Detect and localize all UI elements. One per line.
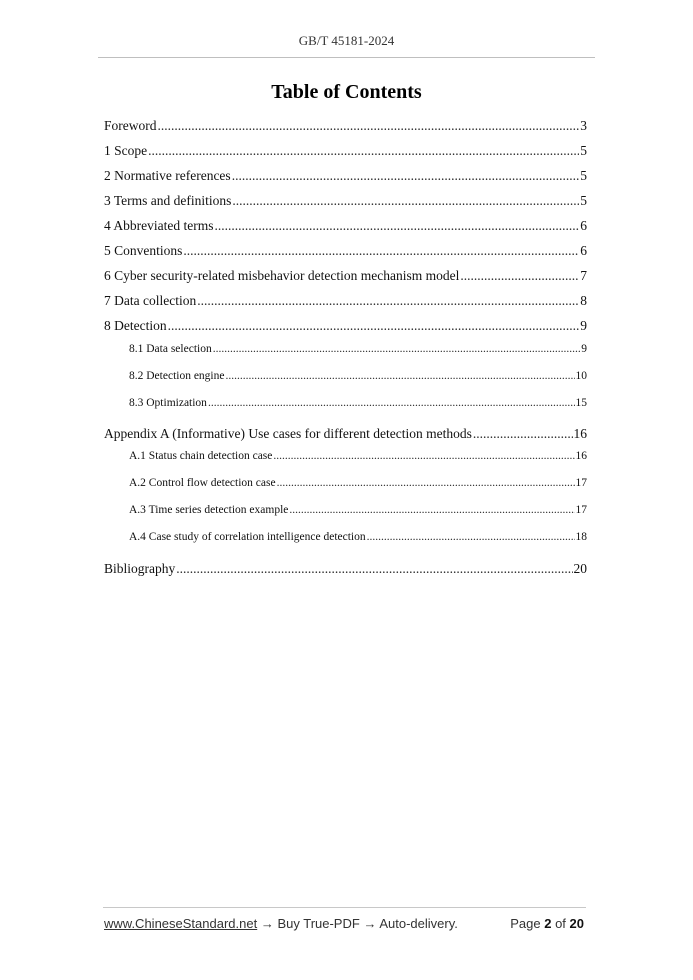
toc-entry-label: 8.1 Data selection [129,343,212,355]
toc-entry-label: 5 Conventions [104,243,183,258]
running-header: GB/T 45181-2024 [298,33,395,48]
dot-leader [460,268,579,284]
toc-entry-label: Bibliography [104,561,176,576]
dot-leader [273,450,574,462]
dot-leader [367,531,575,543]
toc-entry-normative-references[interactable] [104,168,587,184]
header-divider [98,57,595,58]
toc-entry-label: 1 Scope [104,143,148,158]
toc-entry-page: 10 [575,370,587,382]
arrow-right-icon: → [363,916,377,931]
footer-promo [104,916,458,931]
buy-pdf-link[interactable]: Buy True-PDF [277,916,360,931]
dot-leader [277,477,575,489]
toc-entry-page: 3 [580,118,587,133]
toc-entry-conventions[interactable] [104,243,587,259]
toc-entry-scope[interactable] [104,143,587,159]
toc-entry-label: 7 Data collection [104,293,197,308]
toc-entry-label: 6 Cyber security-related misbehavior detection mechanism model [104,268,460,283]
toc-entry-page: 18 [575,531,587,543]
toc-entry-status-chain[interactable] [129,450,587,462]
dot-leader [473,426,573,442]
site-link[interactable]: www.ChineseStandard.net [104,916,258,931]
toc-entry-data-selection[interactable] [129,343,587,355]
toc-entry-label: A.2 Control flow detection case [129,477,276,489]
toc-entry-detection[interactable] [104,318,587,334]
toc-entry-page: 15 [575,397,587,409]
dot-leader [183,243,579,259]
toc-entry-label: A.3 Time series detection example [129,504,289,516]
toc-entry-label: 4 Abbreviated terms [104,218,214,233]
dot-leader [214,218,579,234]
toc-entry-control-flow[interactable] [129,477,587,489]
dot-leader [225,370,574,382]
dot-leader [158,118,580,134]
auto-delivery-text: Auto-delivery. [379,916,458,931]
toc-entry-page: 17 [575,477,587,489]
toc-entry-appendix-a[interactable] [104,426,587,442]
toc-entry-page: 5 [580,143,587,158]
page-of-label: of [555,916,566,931]
toc-entry-label: A.4 Case study of correlation intelligence detection [129,531,366,543]
dot-leader [289,504,574,516]
toc-entry-label: Appendix A (Informative) Use cases for different detection methods [104,426,472,441]
toc-entry-page: 5 [580,168,587,183]
dot-leader [232,193,579,209]
toc-entry-page: 8 [580,293,587,308]
toc-entry-foreword[interactable] [104,118,587,134]
toc-entry-optimization[interactable] [129,397,587,409]
page-counter [510,916,584,931]
toc-entry-label: 2 Normative references [104,168,231,183]
toc-entry-label: 8.2 Detection engine [129,370,225,382]
toc-entry-bibliography[interactable] [104,561,587,577]
toc-entry-page: 16 [575,450,587,462]
toc-entry-page: 17 [575,504,587,516]
toc-entry-detection-engine[interactable] [129,370,587,382]
page-total: 20 [569,916,584,931]
toc-entry-page: 9 [580,318,587,333]
toc-entry-time-series[interactable] [129,504,587,516]
toc-entry-page: 16 [573,426,587,441]
page-current: 2 [544,916,552,931]
toc-entry-page: 5 [580,193,587,208]
dot-leader [232,168,580,184]
toc-entry-label: 3 Terms and definitions [104,193,232,208]
toc-entry-page: 6 [580,243,587,258]
toc-entry-page: 20 [573,561,587,576]
toc-entry-label: 8 Detection [104,318,167,333]
toc-entry-correlation-intelligence[interactable] [129,531,587,543]
toc-entry-detection-mechanism-model[interactable] [104,268,587,284]
toc-entry-label: A.1 Status chain detection case [129,450,273,462]
toc-entry-terms-definitions[interactable] [104,193,587,209]
dot-leader [176,561,572,577]
toc-entry-data-collection[interactable] [104,293,587,309]
toc-entry-page: 6 [580,218,587,233]
dot-leader [197,293,579,309]
dot-leader [168,318,580,334]
arrow-right-icon: → [260,916,274,931]
dot-leader [213,343,581,355]
footer-divider [103,907,586,908]
dot-leader [148,143,579,159]
toc-entry-label: Foreword [104,118,157,133]
page-title: Table of Contents [271,81,422,103]
toc-entry-label: 8.3 Optimization [129,397,207,409]
page-label: Page [510,916,541,931]
toc-entry-abbreviated-terms[interactable] [104,218,587,234]
toc-entry-page: 9 [581,343,587,355]
dot-leader [208,397,575,409]
toc-entry-page: 7 [580,268,587,283]
